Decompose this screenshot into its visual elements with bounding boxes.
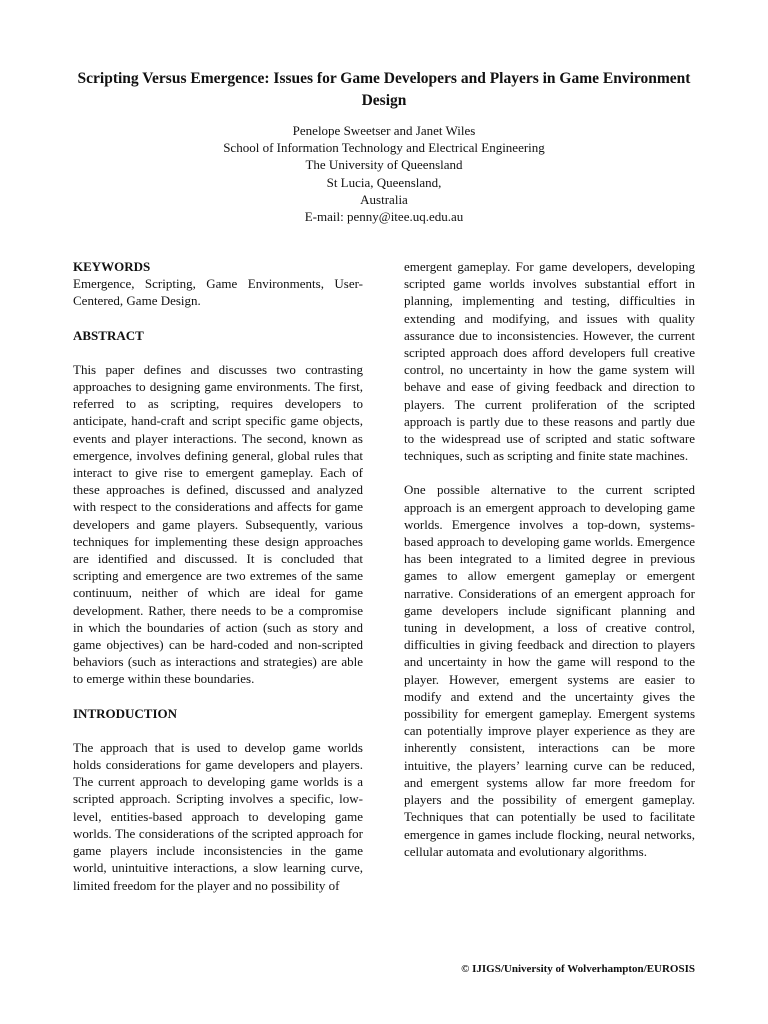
introduction-paragraph-1-continued: emergent gameplay. For game developers, developing scripted game worlds involves substantial effort in planning, implementing and testing, difficulties in extending and modifying, and issues with quality assurance due to inconsistencies. However, the current scripted approach does afford developers full creative control, no uncertainty in how the game system will behave and ease of giving feedback and direction to players. The current proliferation of the scripted approach is partly due to these reasons and partly due to the widespread use of scripted and static software techniques, such as scripting and finite state machines. bbox=[404, 259, 695, 464]
author-email: E-mail: penny@itee.uq.edu.au bbox=[304, 209, 464, 225]
author-university: The University of Queensland bbox=[305, 157, 463, 173]
abstract-text: This paper defines and discusses two contrasting approaches to designing game environments. The first, referred to as scripting, requires developers to anticipate, hand-craft and script specific game objects, events and player interactions. The second, known as emergence, involves defining general, global rules that interact to give rise to emergent gameplay. Each of these approaches is defined, discussed and analyzed with respect to the considerations and affects for game developers and game players. Subsequently, various techniques for implementing these design approaches are identified and discussed. It is concluded that scripting and emergence are two extremes of the same continuum, neither of which are ideal for game development. Rather, there needs to be a compromise in which the boundaries of action (such as story and game objectives) can be hard-coded and non-scripted behaviors (such as interactions and strategies) are able to emerge within these boundaries. bbox=[73, 361, 363, 687]
author-names: Penelope Sweetser and Janet Wiles bbox=[292, 123, 476, 138]
left-column bbox=[73, 258, 363, 894]
copyright-footer: © IJIGS/University of Wolverhampton/EUROSIS bbox=[461, 963, 695, 975]
author-country: Australia bbox=[360, 191, 408, 207]
keywords-heading: KEYWORDS bbox=[73, 259, 151, 274]
author-school: School of Information Technology and Electrical Engineering bbox=[223, 140, 545, 156]
paper-title: Scripting Versus Emergence: Issues for Game Developers and Players in Game Environment Design bbox=[77, 70, 691, 109]
right-column bbox=[404, 258, 695, 860]
introduction-heading: INTRODUCTION bbox=[73, 705, 178, 721]
author-block bbox=[120, 122, 648, 225]
abstract-heading: ABSTRACT bbox=[73, 327, 144, 343]
introduction-paragraph-1-start: The approach that is used to develop game worlds holds considerations for game developers and players. The current approach to developing game worlds is a scripted approach. Scripting involves a specific, low-level, entities-based approach to developing game worlds. The considerations of the scripted approach for game players include inconsistencies in the game world, unintuitive interactions, a slow learning curve, limited freedom for the player and no possibility of bbox=[73, 739, 363, 893]
introduction-paragraph-2: One possible alternative to the current scripted approach is an emergent approach to developing game worlds. Emergence involves a top-down, systems-based approach to developing game worlds. Emergence has been integrated to a limited degree in previous games to allow emergent gameplay or emergent narrative. Considerations of an emergent approach for game developers include significant planning and tuning in development, a loss of creative control, difficulties in giving feedback and direction to players and uncertainty in how the game will respond to the player. However, emergent systems are easier to modify and extend and the uncertainty gives the possibility for emergent gameplay. Emergent systems can potentially improve player experience as they are inherently consistent, interactions can be more intuitive, the players’ learning curve can be reduced, and emergent systems allow far more freedom for players and the possibility of emergent gameplay. Techniques that can potentially be used to facilitate emergence in games include flocking, neural networks, cellular automata and evolutionary algorithms. bbox=[404, 482, 695, 859]
author-city: St Lucia, Queensland, bbox=[326, 174, 442, 190]
keywords-text: Emergence, Scripting, Game Environments, User-Centered, Game Design. bbox=[73, 276, 363, 309]
